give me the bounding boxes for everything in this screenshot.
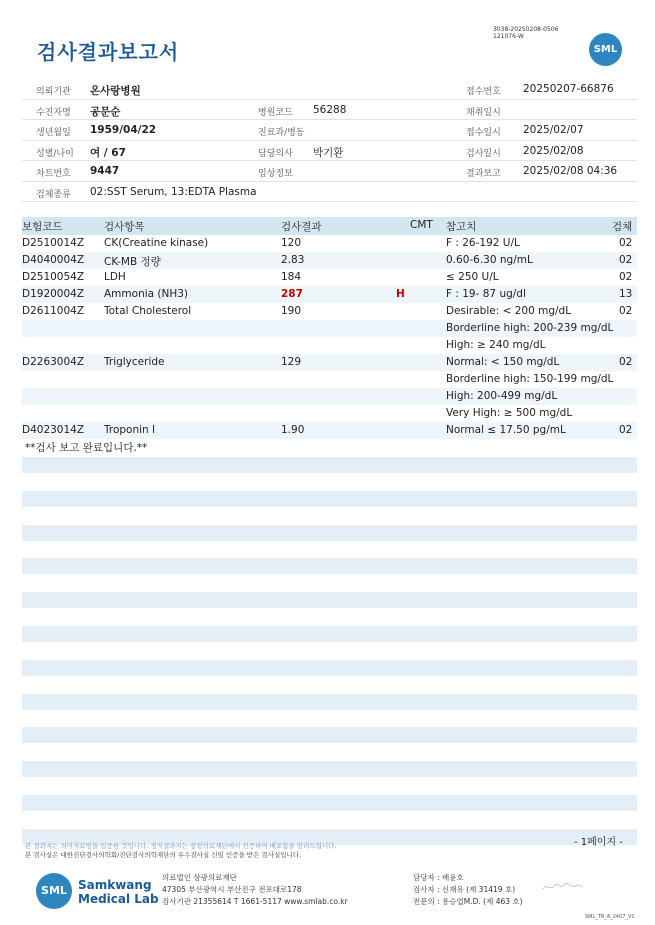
- table-row: [22, 252, 637, 269]
- cell-value: 287: [281, 288, 303, 300]
- hospital-code-value: 56288: [313, 103, 347, 116]
- hospital-label: 의뢰기관: [36, 87, 71, 97]
- birth-value: 1959/04/22: [90, 124, 157, 136]
- cell-specimen: 02: [619, 237, 633, 249]
- specimen-label: 검체종류: [36, 189, 71, 200]
- header-item: 검사항목: [104, 221, 145, 233]
- doctor-label: 담당의사: [258, 148, 293, 159]
- completion-note: **검사 보고 완료입니다.**: [25, 442, 148, 454]
- cell-code: D2510014Z: [22, 237, 85, 249]
- brand-line2: Medical Lab: [78, 892, 159, 906]
- brand-line1: Samkwang: [78, 878, 152, 892]
- chart-no-value: 9447: [90, 165, 120, 177]
- staff-manager: 담당자 : 배윤호: [413, 873, 464, 882]
- cell-specimen: 02: [619, 305, 633, 317]
- header-cmt: CMT: [410, 219, 433, 231]
- empty-row-band: [22, 694, 637, 710]
- cell-value: 120: [281, 237, 302, 249]
- table-row: [22, 320, 637, 337]
- table-row: [22, 235, 637, 252]
- cell-value: 2.83: [281, 254, 305, 266]
- report-title: 검사결과보고서: [37, 40, 180, 64]
- cell-specimen: 02: [619, 424, 633, 436]
- table-row: [22, 286, 637, 303]
- address: 47305 부산광역시 부산진구 전포대로178: [162, 885, 302, 894]
- clinical-label: 임상정보: [258, 169, 293, 179]
- signature-mark: [542, 881, 584, 893]
- hospital-value: 온사랑병원: [90, 85, 141, 97]
- sml-logo: SML: [589, 33, 622, 66]
- page-number: - 1페이지 -: [574, 837, 623, 848]
- accreditation-text: 본 검사실은 대한진단검사의학회/진단검사의학재단의 우수검사실 신임 인증을 받은 검사실입니다.: [25, 851, 302, 859]
- cell-specimen: 13: [619, 288, 633, 300]
- cell-item: Total Cholesterol: [104, 305, 192, 317]
- empty-row-band: [22, 626, 637, 642]
- doc-code-line1: 3038-20250208-0506: [493, 26, 559, 33]
- info-row: [22, 120, 637, 141]
- cell-ref: ≤ 250 U/L: [446, 271, 499, 283]
- test-date-value: 2025/02/08: [523, 144, 584, 157]
- cell-item: Troponin I: [104, 424, 156, 436]
- contact: 검사기관 21355614 T 1661-5117 www.smlab.co.kr: [162, 897, 348, 906]
- test-date-label: 검사일시: [466, 148, 501, 159]
- cell-ref: Normal: < 150 mg/dL: [446, 356, 560, 368]
- cell-specimen: 02: [619, 254, 633, 266]
- org-name: 의료법인 삼광의료재단: [162, 873, 237, 882]
- cell-specimen: 02: [619, 356, 633, 368]
- empty-row-band: [22, 558, 637, 574]
- header-code: 보험코드: [22, 221, 63, 233]
- footer-staff: [413, 872, 523, 908]
- info-row: [22, 141, 637, 162]
- report-date-label: 결과보고: [466, 169, 501, 179]
- empty-row-band: [22, 660, 637, 676]
- cell-item: LDH: [104, 271, 126, 283]
- name-label: 수진자명: [36, 107, 71, 118]
- table-row: [22, 388, 637, 405]
- cell-code: D1920004Z: [22, 288, 85, 300]
- cell-flag: H: [396, 288, 405, 300]
- cell-ref: 0.60-6.30 ng/mL: [446, 254, 533, 266]
- cell-item: CK-MB 정량: [104, 256, 161, 268]
- report-date-value: 2025/02/08 04:36: [523, 165, 618, 177]
- dept-label: 진료과/병동: [258, 128, 305, 138]
- results-table: [22, 217, 637, 439]
- cell-ref: F : 19- 87 ug/dl: [446, 288, 526, 300]
- header-value: 검사결과: [281, 221, 322, 233]
- table-row: [22, 354, 637, 371]
- cell-item: Triglyceride: [104, 356, 165, 368]
- empty-row-band: [22, 491, 637, 507]
- info-row: [22, 100, 637, 121]
- info-row: [22, 182, 637, 203]
- hospital-code-label: 병원코드: [258, 107, 293, 118]
- info-row: [22, 79, 637, 100]
- cell-value: 184: [281, 271, 302, 283]
- footer-brand: [78, 878, 159, 906]
- cell-code: D2611004Z: [22, 305, 85, 317]
- cell-ref: High: ≥ 240 mg/dL: [446, 339, 546, 351]
- form-code: SML_TR_A_2407_V1: [585, 914, 635, 920]
- sex-age-label: 성별/나이: [36, 148, 74, 159]
- disclaimer-text: 본 결과지는 의미자료임을 입증한 것입니다. 정식결과지는 삼광의료재단에서 인증하여 배포함을 알려드립니다.: [25, 842, 337, 850]
- receipt-no-value: 20250207-66876: [523, 83, 614, 95]
- cell-value: 129: [281, 356, 302, 368]
- doc-code-line2: 121076-W: [493, 33, 524, 40]
- cell-item: CK(Creatine kinase): [104, 237, 209, 249]
- collect-date-label: 채취일시: [466, 107, 501, 118]
- chart-no-label: 차트번호: [36, 169, 71, 179]
- empty-row-band: [22, 795, 637, 811]
- empty-row-band: [22, 525, 637, 541]
- table-row: [22, 269, 637, 286]
- table-row: [22, 422, 637, 439]
- table-row: [22, 371, 637, 388]
- cell-ref: Borderline high: 150-199 mg/dL: [446, 373, 614, 385]
- results-body: [22, 235, 637, 439]
- cell-ref: Desirable: < 200 mg/dL: [446, 305, 572, 317]
- cell-item: Ammonia (NH3): [104, 288, 189, 300]
- table-row: [22, 337, 637, 354]
- cell-ref: Normal ≤ 17.50 pg/mL: [446, 424, 566, 436]
- cell-code: D4040004Z: [22, 254, 85, 266]
- footer-address: [162, 872, 348, 908]
- header-ref: 참고치: [446, 221, 477, 233]
- name-value: 공문순: [90, 105, 121, 118]
- empty-row-band: [22, 457, 637, 473]
- receipt-date-value: 2025/02/07: [523, 124, 584, 136]
- footer-logo: SML: [36, 873, 72, 909]
- sex-age-value: 여 / 67: [90, 146, 126, 159]
- empty-row-band: [22, 761, 637, 777]
- cell-code: D4023014Z: [22, 424, 85, 436]
- staff-tester: 검사자 : 신재유 (제 31419 호): [413, 885, 516, 894]
- header-specimen: 검체: [612, 221, 633, 233]
- cell-ref: Very High: ≥ 500 mg/dL: [446, 407, 573, 419]
- empty-row-band: [22, 592, 637, 608]
- receipt-date-label: 접수일시: [466, 128, 501, 138]
- info-row: [22, 161, 637, 182]
- cell-ref: F : 26-192 U/L: [446, 237, 520, 249]
- cell-code: D2263004Z: [22, 356, 85, 368]
- results-header: [22, 217, 637, 235]
- patient-info: [22, 79, 637, 202]
- birth-label: 생년월일: [36, 128, 71, 138]
- staff-specialist: 전문의 : 용승엽M.D. (제 463 호): [413, 897, 523, 906]
- cell-specimen: 02: [619, 271, 633, 283]
- empty-row-band: [22, 727, 637, 743]
- specimen-value: 02:SST Serum, 13:EDTA Plasma: [90, 185, 257, 198]
- doctor-value: 박기환: [313, 146, 344, 159]
- document-code: [493, 26, 558, 40]
- cell-ref: Borderline high: 200-239 mg/dL: [446, 322, 614, 334]
- cell-value: 1.90: [281, 424, 305, 436]
- cell-code: D2510054Z: [22, 271, 85, 283]
- cell-ref: High: 200-499 mg/dL: [446, 390, 558, 402]
- receipt-no-label: 접수번호: [466, 87, 501, 97]
- table-row: [22, 303, 637, 320]
- cell-value: 190: [281, 305, 302, 317]
- table-row: [22, 405, 637, 422]
